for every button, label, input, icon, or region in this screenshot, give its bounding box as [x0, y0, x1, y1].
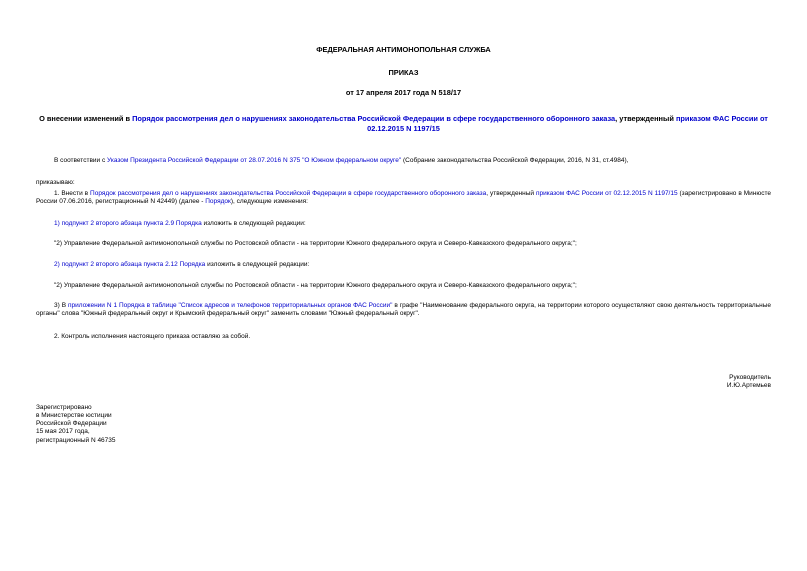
registration-line: регистрационный N 46735	[36, 436, 116, 444]
document-title	[36, 114, 771, 135]
item-1	[36, 190, 771, 206]
preamble-suffix: (Собрание законодательства Российской Федерации, 2016, N 31, ст.4984),	[401, 157, 629, 164]
item-1-link-order[interactable]: приказом ФАС России от 02.12.2015 N 1197/15	[535, 190, 678, 197]
registration-line: в Министерстве юстиции	[36, 412, 112, 420]
subitem-1-link[interactable]: 1) подпункт 2 второго абзаца пункта 2.9 Порядка	[54, 220, 202, 227]
preamble-link-decree[interactable]: Указом Президента Российской Федерации от 28.07.2016 N 375 "О Южном федеральном округе"	[107, 157, 402, 164]
subitem-3	[36, 302, 771, 318]
item-1-suffix: ), следующие изменения:	[230, 198, 308, 206]
document-date-number: от 17 апреля 2017 года N 518/17	[345, 88, 462, 97]
signature-block	[727, 374, 771, 390]
document-page	[36, 0, 771, 571]
registration-block	[36, 404, 116, 445]
title-link-order[interactable]: приказом ФАС России от 02.12.2015 N 1197/15	[367, 114, 768, 134]
item-1-link-poryadok[interactable]: Порядок	[205, 198, 231, 206]
quote-2: "2) Управление Федеральной антимонопольной службы по Ростовской области - на территории Южного федерального округа и Северо-Кавказского федерального округа;";	[54, 282, 577, 289]
registration-line: Российской Федерации	[36, 420, 107, 428]
subitem-2-suffix: изложить в следующей редакции:	[205, 261, 310, 268]
quote-1: "2) Управление Федеральной антимонопольной службы по Ростовской области - на территории Южного федерального округа и Северо-Кавказского федерального округа;";	[54, 240, 577, 247]
registration-line: 15 мая 2017 года,	[36, 428, 90, 436]
subitem-3-prefix: 3) В	[54, 302, 68, 309]
title-middle: , утвержденный	[615, 114, 676, 123]
title-link-procedure[interactable]: Порядок рассмотрения дел о нарушениях законодательства Российской Федерации в сфере государственного оборонного заказа	[132, 114, 616, 123]
item-1-prefix: 1. Внести в	[54, 190, 91, 197]
signature-role: Руководитель	[729, 374, 771, 381]
subitem-2-link[interactable]: 2) подпункт 2 второго абзаца пункта 2.12 Порядка	[54, 261, 206, 268]
order-word: приказываю:	[36, 179, 75, 186]
subitem-1	[36, 220, 771, 228]
preamble-prefix: В соответствии с	[54, 157, 108, 164]
signature-name: И.Ю.Артемьев	[726, 382, 771, 390]
document-type: ПРИКАЗ	[388, 68, 419, 77]
subitem-2	[36, 261, 771, 269]
preamble	[36, 157, 771, 165]
subitem-3-link[interactable]: приложении N 1 Порядка в таблице "Список адресов и телефонов территориальных органов ФАС России"	[67, 302, 393, 309]
item-1-link-procedure[interactable]: Порядок рассмотрения дел о нарушениях законодательства Российской Федерации в сфере государственного оборонного заказа	[90, 190, 487, 197]
registration-line: Зарегистрировано	[36, 404, 92, 411]
item-1-mid2: (зарегистрировано в Минюсте России 07.06.2016, регистрационный N 42449) (далее -	[36, 190, 771, 206]
item-1-middle: , утвержденный	[486, 190, 536, 197]
item-2: 2. Контроль исполнения настоящего приказа оставляю за собой.	[54, 333, 251, 340]
agency-name: ФЕДЕРАЛЬНАЯ АНТИМОНОПОЛЬНАЯ СЛУЖБА	[316, 45, 491, 54]
subitem-1-suffix: изложить в следующей редакции:	[201, 220, 306, 227]
subitem-3-suffix: в графе "Наименование федерального округа, на территории которого осуществляют свою деятельность территориальные органы" слова "Южный федеральный округ и Крымский федеральный округ" заменить словами "Южный федеральный округ".	[36, 302, 771, 318]
title-prefix: О внесении изменений в	[39, 114, 133, 123]
